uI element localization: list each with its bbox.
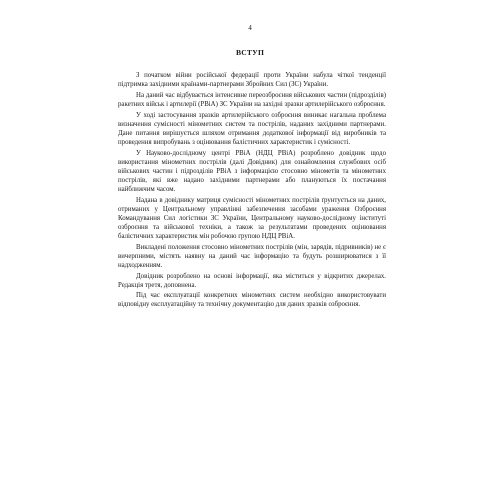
body-text <box>118 71 386 311</box>
paragraph-2: На даний час відбувається інтенсивне переозброєння військових частин (підрозділів) ракетних військ і артилерії (РВіА) ЗС України на західні зразки артилерійського озброєння. <box>118 91 386 108</box>
paragraph-7: Довідник розроблено на основі інформації, яка міститься у відкритих джерелах. Редакція третя, доповнена. <box>118 272 386 289</box>
paragraph-4: У Науково-дослідному центрі РВіА (НДЦ РВіА) розроблено довідник щодо використання мінометних пострілів (далі Довідник) для ознайомлення службових осіб військових частин і підрозділів РВіА з інформацією стосовно мінометів та мінометних пострілів, які вже надано західними партнерами або плануються їх постачання найближчим часом. <box>118 149 386 193</box>
paragraph-8: Під час експлуатації конкретних мінометних систем необхідно використовувати відповідну експлуатаційну та технічну документацію для даних зразків озброєння. <box>118 292 386 309</box>
paragraph-1: З початком війни російської федерації проти України набула чіткої тенденції підтримка західними країнами-партнерами Збройних Сил (ЗС) України. <box>118 72 386 89</box>
paragraph-6: Викладені положення стосовно мінометних пострілів (мін, зарядів, підривників) не є вичерпними, містять наявну на даний час інформацію та будуть розширюватися з її надходженням. <box>118 243 386 269</box>
paragraph-5: Надана в довідникy матриця сумісності мінометних пострілів ґрунтується на даних, отриманих у Центральному управлінні забезпечення засобами ураження Озброєння Командування Сил логістики ЗС України, Центральному науково-дослідному інституті озброєння та військової техніки, а також за результатами проведених оцінювання балістичних характеристик мін робочою групою НДЦ РВіА. <box>118 196 386 240</box>
paragraph-3: У ході застосування зразків артилерійського озброєння виникає нагальна проблема визначення сумісності мінометних систем та пострілів, наданих західними партнерами. Дане питання вирішується шляхом отримання додаткової інформації від виробників та проведення випробувань з оцінювання балістичних характеристик і сумісності. <box>118 111 386 146</box>
section-heading: ВСТУП <box>235 48 265 57</box>
page-number: 4 <box>248 24 252 32</box>
